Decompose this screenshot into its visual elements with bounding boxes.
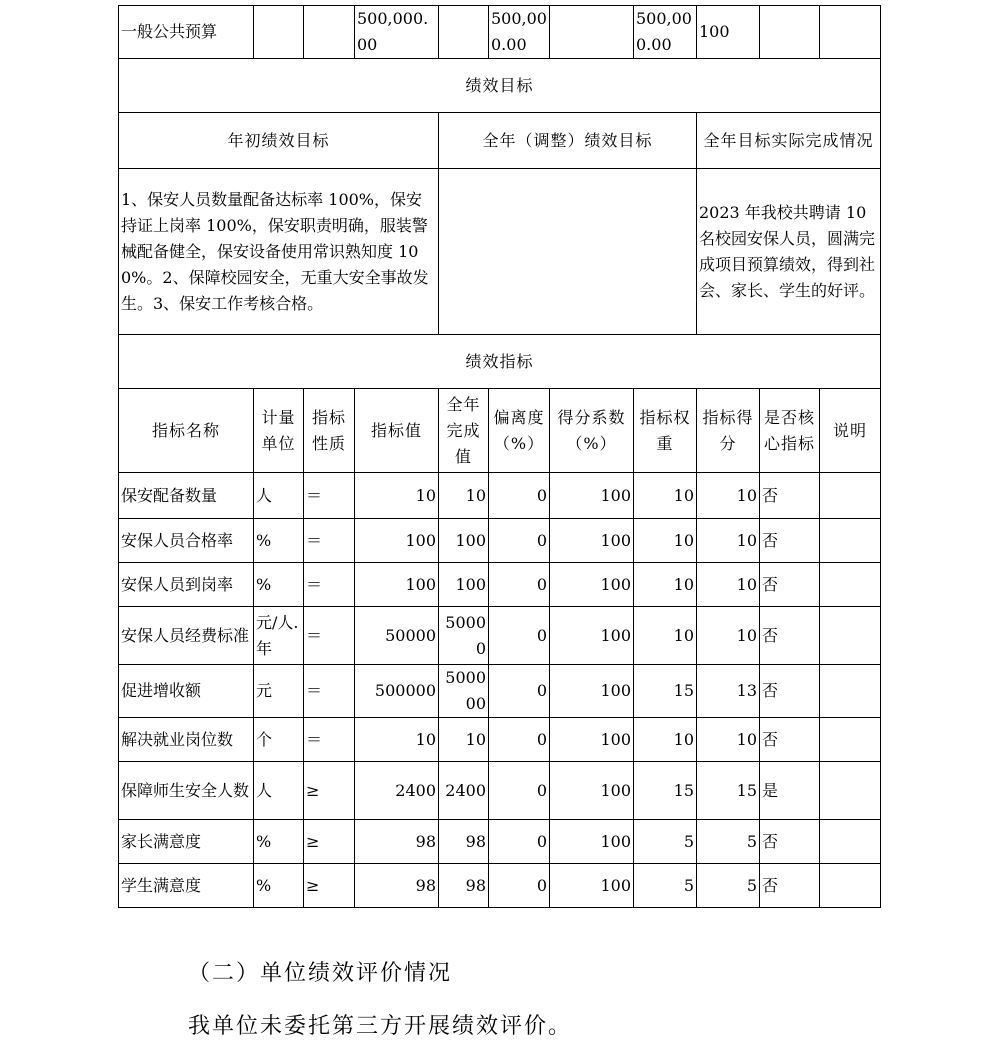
indicator-core: 否 [760,665,820,718]
indicator-score: 5 [697,820,760,864]
budget-cell [304,6,355,59]
adjusted-goal-header: 全年（调整）绩效目标 [439,113,697,169]
actual-completion-header: 全年目标实际完成情况 [697,113,881,169]
indicator-score: 13 [697,665,760,718]
actual-completion-text: 2023 年我校共聘请 10 名校园安保人员，圆满完成项目预算绩效，得到社会、家长、学生的好评。 [697,169,881,335]
budget-cell [760,6,820,59]
indicator-unit: % [254,820,304,864]
indicator-name: 保障师生安全人数 [119,762,254,820]
indicator-actual: 100 [439,563,489,607]
section-heading: （二）单位绩效评价情况 [188,961,453,986]
indicator-target: 100 [355,519,439,563]
indicator-deviation: 0 [489,820,550,864]
indicator-row [119,762,881,820]
indicator-score: 10 [697,563,760,607]
indicator-weight: 5 [634,820,697,864]
indicator-row [119,519,881,563]
indicator-core: 否 [760,607,820,665]
indicator-coefficient: 100 [550,607,634,665]
goals-title-row [119,59,881,113]
indicator-note [820,607,881,665]
indicator-nature: ≥ [304,762,355,820]
indicator-coefficient: 100 [550,665,634,718]
indicator-row [119,665,881,718]
indicator-coefficient: 100 [550,563,634,607]
indicator-coefficient: 100 [550,762,634,820]
indicator-unit: % [254,519,304,563]
adjusted-goal-text [439,169,697,335]
goals-title: 绩效目标 [119,59,881,113]
indicator-row [119,864,881,908]
goals-header-row [119,113,881,169]
indicator-note [820,563,881,607]
header-core: 是否核心指标 [760,389,820,473]
indicator-nature: ＝ [304,473,355,519]
indicators-title-row [119,335,881,389]
indicator-name: 安保人员合格率 [119,519,254,563]
header-nature: 指标性质 [304,389,355,473]
indicator-weight: 5 [634,864,697,908]
indicator-deviation: 0 [489,563,550,607]
budget-row [119,6,881,59]
header-unit: 计量单位 [254,389,304,473]
budget-label: 一般公共预算 [119,6,254,59]
indicator-name: 保安配备数量 [119,473,254,519]
indicator-weight: 10 [634,607,697,665]
indicator-actual: 98 [439,864,489,908]
indicator-name: 家长满意度 [119,820,254,864]
indicator-actual: 100 [439,519,489,563]
budget-cell [254,6,304,59]
indicator-note [820,864,881,908]
indicator-score: 5 [697,864,760,908]
indicator-nature: ＝ [304,718,355,762]
indicator-target: 50000 [355,607,439,665]
indicator-core: 否 [760,864,820,908]
performance-table [118,5,881,908]
indicator-nature: ≥ [304,864,355,908]
indicator-core: 否 [760,519,820,563]
indicator-coefficient: 100 [550,519,634,563]
header-note: 说明 [820,389,881,473]
indicator-actual: 98 [439,820,489,864]
indicator-row [119,718,881,762]
header-weight: 指标权重 [634,389,697,473]
indicator-weight: 10 [634,473,697,519]
indicator-core: 否 [760,563,820,607]
indicator-name: 学生满意度 [119,864,254,908]
indicator-score: 15 [697,762,760,820]
indicator-target: 500000 [355,665,439,718]
indicator-nature: ＝ [304,563,355,607]
indicator-row [119,473,881,519]
indicator-name: 促进增收额 [119,665,254,718]
indicator-target: 10 [355,718,439,762]
indicator-actual: 50000 [439,607,489,665]
budget-cell [550,6,634,59]
indicators-title: 绩效指标 [119,335,881,389]
indicator-weight: 10 [634,718,697,762]
indicator-nature: ≥ [304,820,355,864]
annual-budget: 500,000.00 [355,6,439,59]
header-actual: 全年完成值 [439,389,489,473]
indicator-unit: 元/人.年 [254,607,304,665]
indicators-header-row [119,389,881,473]
budget-cell [820,6,881,59]
indicator-unit: 个 [254,718,304,762]
indicator-unit: % [254,563,304,607]
indicator-core: 否 [760,718,820,762]
indicator-target: 2400 [355,762,439,820]
indicator-name: 解决就业岗位数 [119,718,254,762]
indicator-nature: ＝ [304,607,355,665]
indicator-note [820,718,881,762]
indicator-note [820,820,881,864]
indicator-score: 10 [697,607,760,665]
indicator-name: 安保人员到岗率 [119,563,254,607]
indicator-deviation: 0 [489,519,550,563]
indicator-weight: 10 [634,563,697,607]
indicator-deviation: 0 [489,473,550,519]
indicator-weight: 10 [634,519,697,563]
indicator-note [820,665,881,718]
indicator-weight: 15 [634,762,697,820]
indicator-coefficient: 100 [550,473,634,519]
indicator-unit: 人 [254,762,304,820]
indicator-deviation: 0 [489,718,550,762]
initial-goal-text: 1、保安人员数量配备达标率 100%，保安持证上岗率 100%，保安职责明确，服装警械配备健全，保安设备使用常识熟知度 100%。2、保障校园安全，无重大安全事故发生。3、保安工作考核合格。 [119,169,439,335]
indicator-name: 安保人员经费标准 [119,607,254,665]
indicator-unit: 人 [254,473,304,519]
indicator-row [119,563,881,607]
goals-content-row [119,169,881,335]
indicator-row [119,607,881,665]
indicator-target: 100 [355,563,439,607]
indicator-unit: 元 [254,665,304,718]
indicator-coefficient: 100 [550,864,634,908]
header-name: 指标名称 [119,389,254,473]
indicator-score: 10 [697,718,760,762]
indicator-actual: 10 [439,473,489,519]
indicator-nature: ＝ [304,519,355,563]
indicator-note [820,762,881,820]
indicator-target: 98 [355,864,439,908]
header-deviation: 偏离度（%） [489,389,550,473]
indicator-coefficient: 100 [550,820,634,864]
adjusted-budget: 500,000.00 [489,6,550,59]
header-target: 指标值 [355,389,439,473]
indicator-core: 否 [760,820,820,864]
indicator-actual: 10 [439,718,489,762]
executed-amount: 500,000.00 [634,6,697,59]
execution-rate: 100 [697,6,760,59]
indicator-unit: % [254,864,304,908]
budget-cell [439,6,489,59]
indicator-note [820,519,881,563]
indicator-target: 98 [355,820,439,864]
initial-goal-header: 年初绩效目标 [119,113,439,169]
section-body: 我单位未委托第三方开展绩效评价。 [188,1014,573,1039]
indicator-coefficient: 100 [550,718,634,762]
indicator-actual: 500000 [439,665,489,718]
indicator-deviation: 0 [489,762,550,820]
indicator-weight: 15 [634,665,697,718]
indicator-nature: ＝ [304,665,355,718]
indicator-core: 否 [760,473,820,519]
indicator-actual: 2400 [439,762,489,820]
indicator-score: 10 [697,473,760,519]
indicator-note [820,473,881,519]
indicator-core: 是 [760,762,820,820]
indicator-deviation: 0 [489,864,550,908]
indicator-target: 10 [355,473,439,519]
header-score: 指标得分 [697,389,760,473]
indicator-deviation: 0 [489,665,550,718]
header-coefficient: 得分系数（%） [550,389,634,473]
indicator-score: 10 [697,519,760,563]
indicator-row [119,820,881,864]
indicator-deviation: 0 [489,607,550,665]
